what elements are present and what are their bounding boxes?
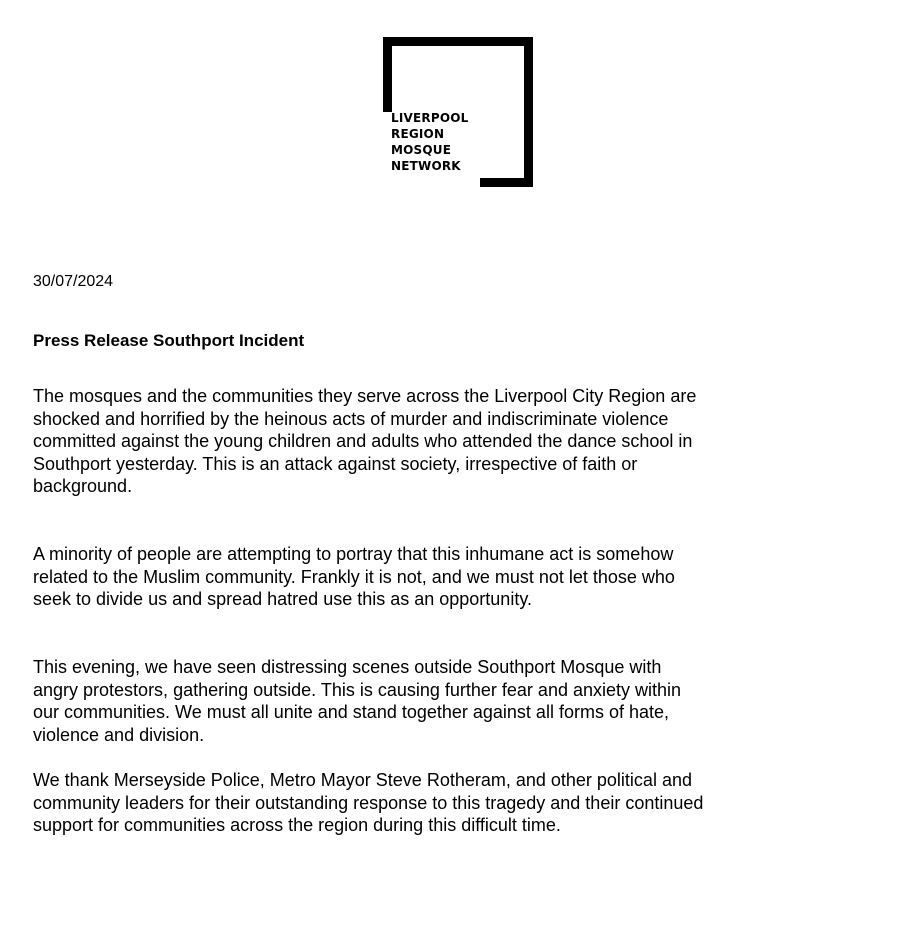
paragraph-line: committed against the young children and adults who attended the dance school in (33, 431, 693, 451)
paragraph-line: angry protestors, gathering outside. This is causing further fear and anxiety within (33, 679, 682, 700)
paragraph-line: background. (33, 476, 133, 496)
paragraph-4 (33, 769, 893, 837)
paragraph-line: our communities. We must all unite and stand together against all forms of hate, (33, 702, 669, 722)
paragraph-2 (33, 543, 893, 611)
paragraph-line: This evening, we have seen distressing scenes outside Southport Mosque with (33, 657, 662, 677)
paragraph-line: related to the Muslim community. Frankly it is not, and we must not let those who (33, 566, 675, 587)
document-date: 30/07/2024 (33, 273, 114, 290)
logo-wordmark (391, 110, 468, 174)
paragraph-line: seek to divide us and spread hatred use this as an opportunity. (33, 589, 532, 609)
network-logo (383, 37, 533, 187)
paragraph-line: A minority of people are attempting to portray that this inhumane act is somehow (33, 544, 674, 564)
logo-line: NETWORK (391, 159, 461, 173)
paragraph-line: The mosques and the communities they serve across the Liverpool City Region are (33, 386, 697, 406)
logo-line: REGION (391, 127, 445, 141)
logo-line: LIVERPOOL (391, 111, 469, 125)
paragraph-line: support for communities across the region during this difficult time. (33, 815, 561, 835)
paragraph-line: community leaders for their outstanding response to this tragedy and their continued (33, 792, 704, 813)
paragraph-1 (33, 385, 893, 498)
paragraph-line: Southport yesterday. This is an attack against society, irrespective of faith or (33, 453, 638, 474)
logo-line: MOSQUE (391, 143, 452, 157)
paragraph-3 (33, 656, 893, 746)
paragraph-line: violence and division. (33, 724, 205, 745)
paragraph-line: We thank Merseyside Police, Metro Mayor Steve Rotheram, and other political and (33, 770, 692, 790)
paragraph-line: shocked and horrified by the heinous acts of murder and indiscriminate violence (33, 408, 669, 429)
document-title: Press Release Southport Incident (33, 331, 305, 350)
